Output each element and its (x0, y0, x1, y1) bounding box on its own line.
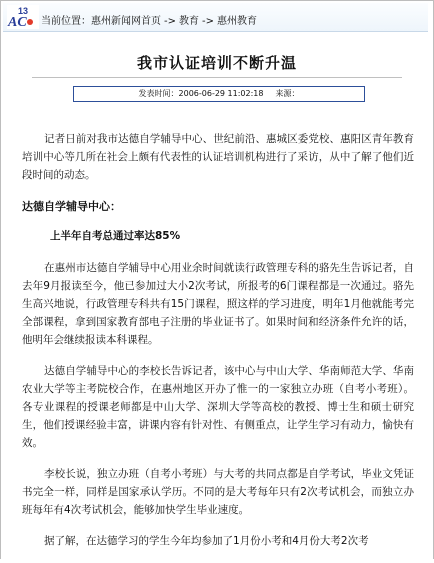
section-heading: 达德自学辅导中心： (22, 200, 121, 213)
source-label: 来源： (275, 89, 300, 98)
article-title: 我市认证培训不断升温 (136, 54, 297, 72)
breadcrumb-huizhou-education-link[interactable]: 惠州教育 (217, 16, 257, 27)
article-body (22, 120, 414, 563)
breadcrumb (41, 12, 257, 27)
body-paragraph: 达德自学辅导中心的李校长告诉记者，该中心与中山大学、华南师范大学、华南农业大学等主考院校合作，在惠州地区开办了惟一的一家独立办班（自考小考班）。各专业课程的授课老师都是中山大学、深圳大学等高校的教授、博士生和硕士研究生，他们授课经验丰富，讲课内容有针对性、有侧重点，让学生学习有动力，愉快有效。 (22, 365, 414, 449)
body-paragraph: 李校长说，独立办班（自考小考班）与大考的共同点都是自学考试，毕业文凭证书完全一样，同样是国家承认学历。不同的是大考每年只有2次考试机会，而独立办班每年有4次考试机会，能够加快学生毕业速度。 (22, 468, 414, 516)
breadcrumb-bar (3, 3, 428, 32)
body-paragraph: 在惠州市达德自学辅导中心用业余时间就读行政管理专科的骆先生告诉记者，自去年9月报读至今，他已参加过大小2次考试，所报考的6门课程都是一次通过。骆先生高兴地说，行政管理专科共有15门课程，照这样的学习进度，明年1月他就能考完全部课程，拿到国家教育部电子注册的毕业证书了。如果时间和经济条件允许的话，他明年会继续报读本科课程。 (22, 262, 414, 346)
logo-number: 13 (18, 6, 29, 16)
publish-time: 2006-06-29 11:02:18 (178, 89, 264, 98)
breadcrumb-home-link[interactable]: 惠州新闻网首页 (91, 16, 161, 27)
intro-paragraph: 记者日前对我市达德自学辅导中心、世纪前沿、惠城区委党校、惠阳区青年教育培训中心等几所在社会上颇有代表性的认证培训机构进行了采访，从中了解了他们近段时间的动态。 (22, 133, 414, 181)
body-paragraph: 据了解，在达德学习的学生今年均参加了1月份小考和4月份大考2次考 (44, 535, 369, 547)
site-logo (7, 5, 39, 29)
sub-heading: 上半年自考总通过率达85% (50, 230, 181, 242)
location-label: 当前位置： (41, 16, 91, 27)
breadcrumb-separator: -> (202, 16, 214, 27)
breadcrumb-education-link[interactable]: 教育 (179, 16, 199, 27)
publish-time-label: 发表时间： (138, 89, 179, 98)
breadcrumb-separator: -> (164, 16, 176, 27)
logo-letters: AC (8, 15, 27, 29)
title-divider (32, 77, 402, 78)
article-meta (73, 86, 365, 102)
